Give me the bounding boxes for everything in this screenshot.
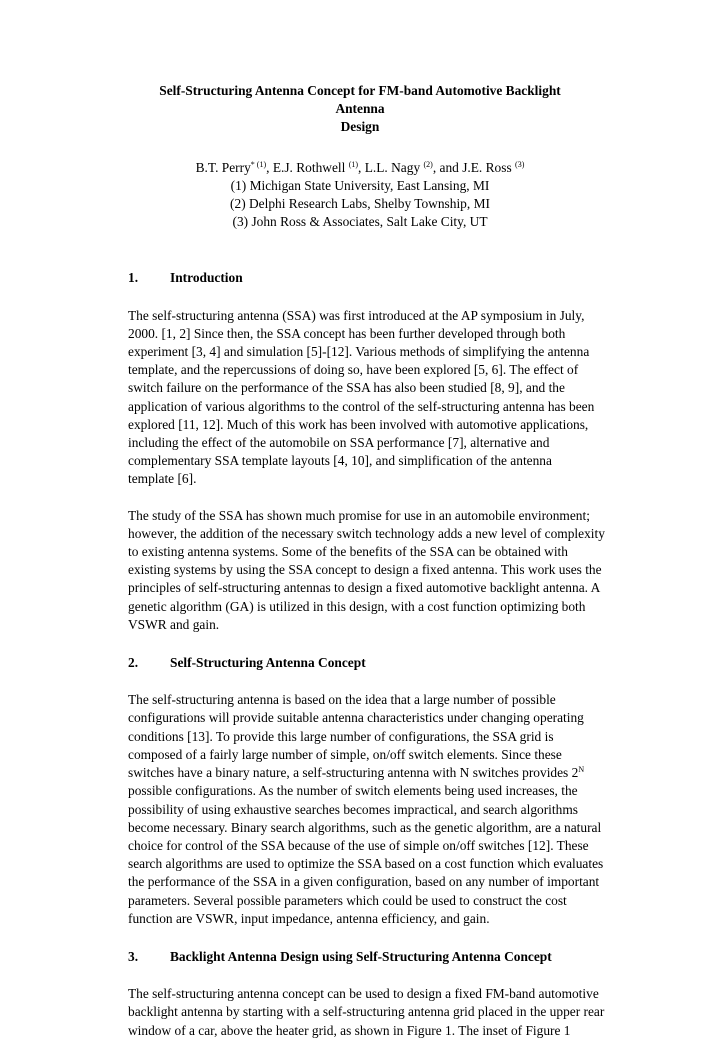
section-number: 1.	[128, 270, 139, 286]
text-line: complementary SSA template layouts [4, 10], and simplification of the antenna	[128, 453, 552, 469]
section-heading-backlight-design	[128, 948, 592, 966]
text-line: existing systems by using the SSA concept to design a fixed antenna. This work uses the	[128, 562, 602, 578]
text-line: however, the addition of the necessary switch technology adds a new level of complexity	[128, 525, 605, 541]
text-line: search algorithms are used to optimize the SSA based on a cost function which evaluates	[128, 856, 604, 872]
section-heading-ssa-concept	[128, 654, 592, 672]
section-title: Backlight Antenna Design using Self-Structuring Antenna Concept	[170, 948, 552, 964]
text-line: to existing antenna systems. Some of the benefits of the SSA can be obtained with	[128, 544, 568, 560]
text-line: function are VSWR, input impedance, antenna efficiency, and gain.	[128, 910, 490, 926]
section-number: 3.	[128, 948, 139, 964]
author-rothwell: , E.J. Rothwell	[266, 159, 349, 175]
backlight-design-paragraph	[128, 985, 605, 1040]
text-line-with-superscript	[128, 764, 592, 782]
text-line: explored [11, 12]. Much of this work has been involved with automotive applications,	[128, 416, 589, 432]
author-names	[128, 159, 592, 177]
text-line: The study of the SSA has shown much promise for use in an automobile environment;	[128, 507, 590, 523]
section-number: 2.	[128, 655, 139, 671]
exponent-n: N	[578, 765, 585, 775]
text-line: 2000. [1, 2] Since then, the SSA concept has been further developed through both	[128, 325, 566, 341]
text-line: become necessary. Binary search algorithms, such as the genetic algorithm, are a natural	[128, 819, 602, 835]
author-rothwell-affil: (1)	[348, 159, 359, 169]
text-line: template [6].	[128, 471, 197, 487]
affiliation-3: (3) John Ross & Associates, Salt Lake City, UT	[232, 214, 488, 230]
author-ross: , and J.E. Ross	[432, 159, 516, 175]
text-line-body: switches have a binary nature, a self-structuring antenna with N switches provides 2	[128, 765, 579, 781]
text-line: window of a car, above the heater grid, as shown in Figure 1. The inset of Figure 1	[128, 1022, 571, 1038]
text-line: application of various algorithms to the control of the self-structuring antenna has been	[128, 398, 595, 414]
section-heading-introduction	[128, 269, 592, 287]
section-title: Introduction	[170, 270, 243, 286]
paper-title	[128, 82, 592, 137]
intro-paragraph-2	[128, 507, 605, 634]
text-line: backlight antenna by starting with a self-structuring antenna grid placed in the upper rear	[128, 1004, 605, 1020]
author-nagy: , L.L. Nagy	[358, 159, 424, 175]
affiliation-2: (2) Delphi Research Labs, Shelby Township, MI	[230, 196, 490, 212]
author-perry: B.T. Perry	[195, 159, 251, 175]
text-line: switch failure on the performance of the SSA has also been studied [8, 9], and the	[128, 380, 565, 396]
author-nagy-affil: (2)	[423, 159, 433, 169]
text-line: principles of self-structuring antennas to design a fixed automotive backlight antenna. A	[128, 580, 601, 596]
author-ross-affil: (3)	[515, 159, 525, 169]
text-line: genetic algorithm (GA) is utilized in this design, with a cost function optimizing both	[128, 598, 586, 614]
text-line: VSWR and gain.	[128, 616, 220, 632]
title-line-1: Self-Structuring Antenna Concept for FM-band Automotive Backlight Antenna	[159, 83, 561, 117]
text-line: template, and the repercussions of doing so, have been explored [5, 6]. The effect of	[128, 362, 579, 378]
intro-paragraph-1	[128, 307, 595, 489]
text-line: The self-structuring antenna concept can be used to design a fixed FM-band automotive	[128, 986, 599, 1002]
text-line: possibility of using exhaustive searches becomes impractical, and search algorithms	[128, 801, 578, 817]
ssa-concept-paragraph	[128, 691, 604, 928]
section-title: Self-Structuring Antenna Concept	[170, 655, 366, 671]
text-line: the performance of the SSA in a given configuration, based on any number of important	[128, 874, 600, 890]
author-perry-affil: * (1)	[250, 159, 267, 169]
text-line: composed of a fairly large number of simple, on/off switch elements. Since these	[128, 746, 562, 762]
author-block	[128, 159, 592, 232]
affiliation-1: (1) Michigan State University, East Lansing, MI	[230, 177, 490, 193]
text-line: possible configurations. As the number of switch elements being used increases, the	[128, 783, 578, 799]
text-line: experiment [3, 4] and simulation [5]-[12]. Various methods of simplifying the antenna	[128, 344, 590, 360]
text-line: configurations will provide suitable antenna characteristics under changing operating	[128, 710, 584, 726]
title-line-2: Design	[340, 119, 380, 135]
text-line: The self-structuring antenna is based on the idea that a large number of possible	[128, 692, 556, 708]
text-line: choice for control of the SSA because of the use of simple on/off switches [12]. These	[128, 837, 589, 853]
text-line: conditions [13]. To provide this large number of configurations, the SSA grid is	[128, 728, 554, 744]
text-line: The self-structuring antenna (SSA) was first introduced at the AP symposium in July,	[128, 307, 585, 323]
text-line: parameters. Several possible parameters which could be used to construct the cost	[128, 892, 567, 908]
text-line: including the effect of the automobile on SSA performance [7], alternative and	[128, 435, 550, 451]
